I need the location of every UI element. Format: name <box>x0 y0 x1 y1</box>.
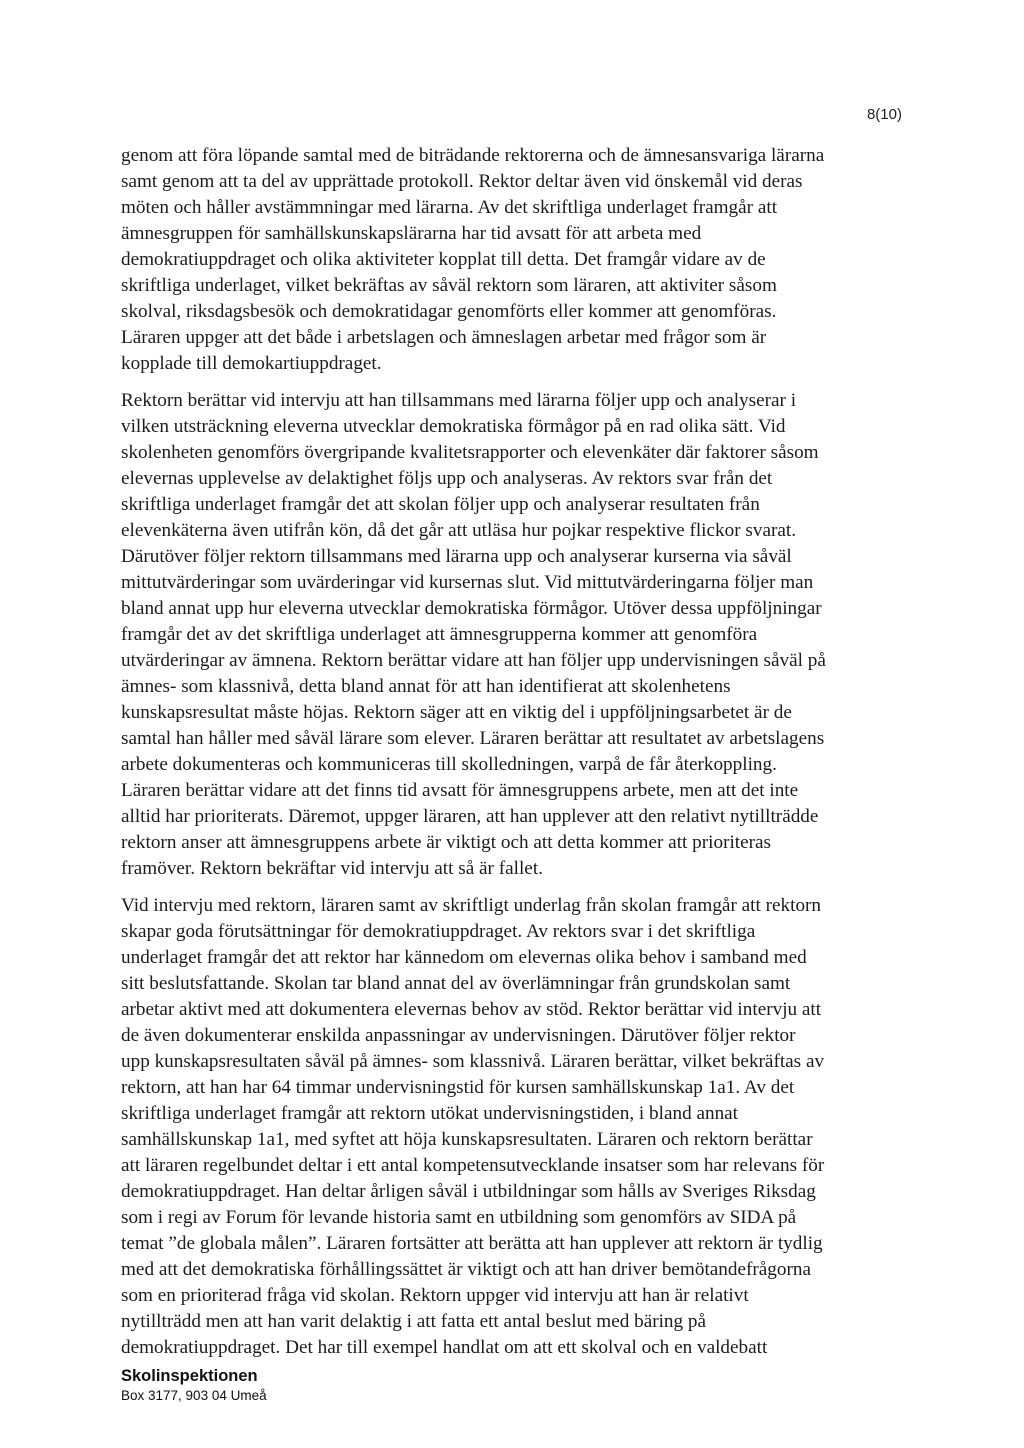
footer-organization: Skolinspektionen <box>121 1367 258 1385</box>
paragraph-3: Vid intervju med rektorn, läraren samt av skriftligt underlag från skolan framgår att rektorn skapar goda förutsättningar för demokratiuppdraget. Av rektors svar i det skriftliga underlaget framgår det att rektor har kännedom om elevernas olika behov i samband med sitt beslutsfattande. Skolan tar bland annat del av överlämningar från grundskolan samt arbetar aktivt med att dokumentera elevernas behov av stöd. Rektor berättar vid intervju att de även dokumenterar enskilda anpassningar av undervisningen. Därutöver följer rektor upp kunskapsresultaten såväl på ämnes- som klassnivå. Läraren berättar, vilket bekräftas av rektorn, att han har 64 timmar undervisningstid för kursen samhällskunskap 1a1. Av det skriftliga underlaget framgår att rektorn utökat undervisningstiden, i bland annat samhällskunskap 1a1, med syftet att höja kunskapsresultaten. Läraren och rektorn berättar att läraren regelbundet deltar i ett antal kompetensutvecklande insatser som har relevans för demokratiuppdraget. Han deltar årligen såväl i utbildningar som hålls av Sveriges Riksdag som i regi av Forum för levande historia samt en utbildning som genomförs av SIDA på temat ”de globala målen”. Läraren fortsätter att berätta att han upplever att rektorn är tydlig med att det demokratiska förhållingssättet är viktigt och att han driver bemötandefrågorna som en prioriterad fråga vid skolan. Rektorn uppger vid intervju att han är relativt nytillträdd men att han varit delaktig i att fatta ett antal beslut med bäring på demokratiuppdraget. Det har till exempel handlat om att ett skolval och en valdebatt <box>121 895 825 1358</box>
page-number: 8(10) <box>866 106 902 123</box>
paragraph-2: Rektorn berättar vid intervju att han tillsammans med lärarna följer upp och analyserar i vilken utsträckning eleverna utvecklar demokratiska förmågor på en rad olika sätt. Vid skolenheten genomförs övergripande kvalitetsrapporter och elevenkäter där faktorer såsom elevernas upplevelse av delaktighet följs upp och analyseras. Av rektors svar från det skriftliga underlaget framgår det att skolan följer upp och analyserar resultaten från elevenkäterna även utifrån kön, då det går att utläsa hur pojkar respektive flickor svarat. Därutöver följer rektorn tillsammans med lärarna upp och analyserar kurserna via såväl mittutvärderingar som uvärderingar vid kursernas slut. Vid mittutvärderingarna följer man bland annat upp hur eleverna utvecklar demokratiska förmågor. Utöver dessa uppföljningar framgår det av det skriftliga underlaget att ämnesgrupperna kommer att genomföra utvärderingar av ämnena. Rektorn berättar vidare att han följer upp undervisningen såväl på ämnes- som klassnivå, detta bland annat för att han identifierat att skolenhetens kunskapsresultat måste höjas. Rektorn säger att en viktig del i uppföljningsarbetet är de samtal han håller med såväl lärare som elever. Läraren berättar att resultatet av arbetslagens arbete dokumenteras och kommuniceras till skolledningen, varpå de får återkoppling. Läraren berättar vidare att det finns tid avsatt för ämnesgruppens arbete, men att det inte alltid har prioriterats. Däremot, uppger läraren, att han upplever att den relativt nytillträdde rektorn anser att ämnesgruppens arbete är viktigt och att detta kommer att prioriteras framöver. Rektorn bekräftar vid intervju att så är fallet. <box>121 390 826 879</box>
paragraph-1: genom att föra löpande samtal med de biträdande rektorerna och de ämnesansvariga lärarna samt genom att ta del av upprättade protokoll. Rektor deltar även vid önskemål vid deras möten och håller avstämmningar med lärarna. Av det skriftliga underlaget framgår att ämnesgruppen för samhällskunskapslärarna har tid avsatt för att arbeta med demokratiuppdraget och olika aktiviteter kopplat till detta. Det framgår vidare av de skriftliga underlaget, vilket bekräftas av såväl rektorn som läraren, att aktiviter såsom skolval, riksdagsbesök och demokratidagar genomförts eller kommer att genomföras. Läraren uppger att det både i arbetslagen och ämneslagen arbetar med frågor som är kopplade till demokartiuppdraget. <box>121 145 825 374</box>
footer-address: Box 3177, 903 04 Umeå <box>121 1388 267 1403</box>
body-text <box>121 143 901 1372</box>
footer <box>121 1366 267 1405</box>
